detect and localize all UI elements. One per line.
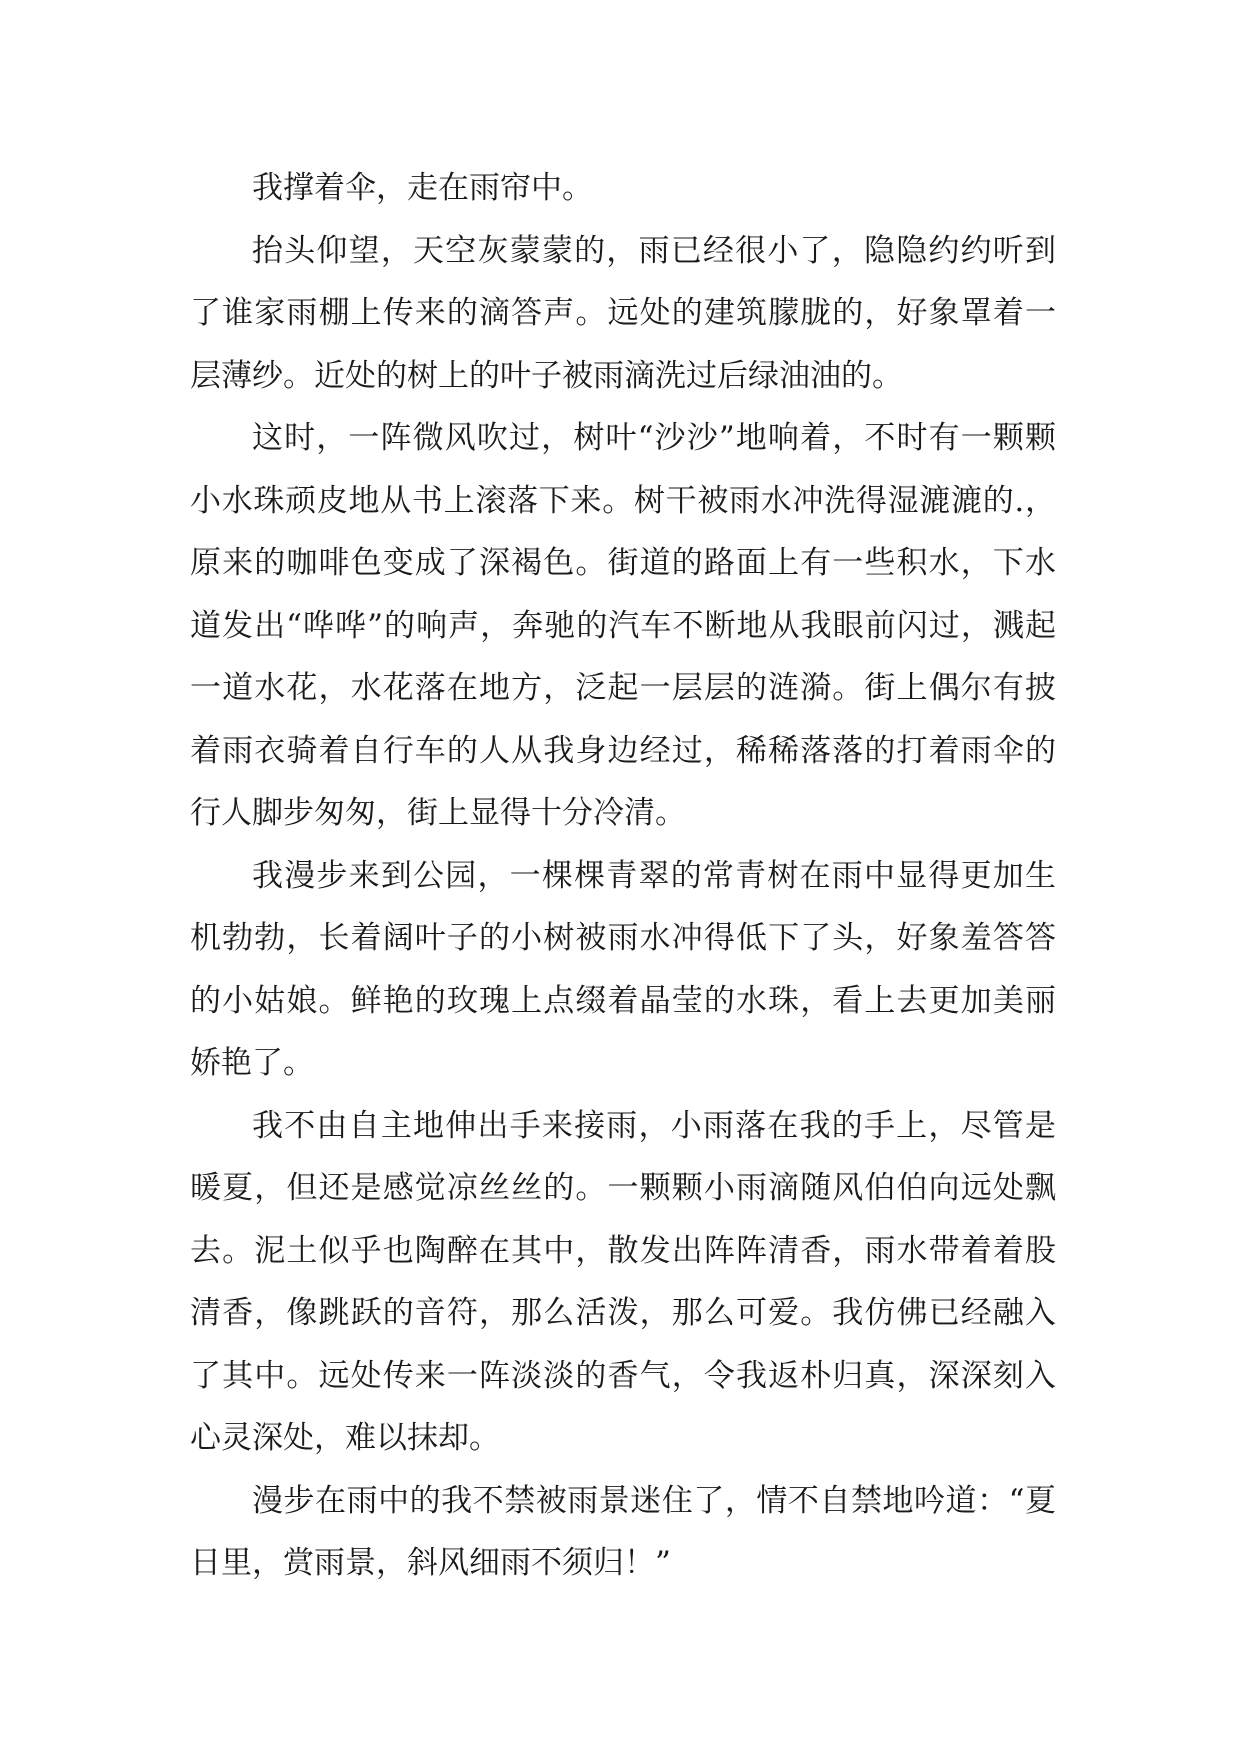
paragraph-2: 抬头仰望，天空灰蒙蒙的，雨已经很小了，隐隐约约听到了谁家雨棚上传来的滴答声。远处的建筑朦胧的，好象罩着一层薄纱。近处的树上的叶子被雨滴洗过后绿油油的。 [190,232,1056,394]
paragraph-6: 漫步在雨中的我不禁被雨景迷住了，情不自禁地吟道：“夏日里，赏雨景，斜风细雨不须归！” [190,1482,1056,1581]
document-page [190,157,1056,1595]
paragraph-4: 我漫步来到公园，一棵棵青翠的常青树在雨中显得更加生机勃勃，长着阔叶子的小树被雨水冲得低下了头，好象羞答答的小姑娘。鲜艳的玫瑰上点缀着晶莹的水珠，看上去更加美丽娇艳了。 [190,857,1056,1081]
paragraph-3: 这时，一阵微风吹过，树叶“沙沙”地响着，不时有一颗颗小水珠顽皮地从书上滚落下来。树干被雨水冲洗得湿漉漉的.，原来的咖啡色变成了深褐色。街道的路面上有一些积水，下水道发出“哗哗”的响声，奔驰的汽车不断地从我眼前闪过，溅起一道水花，水花落在地方，泛起一层层的涟漪。街上偶尔有披着雨衣骑着自行车的人从我身边经过，稀稀落落的打着雨伞的行人脚步匆匆，街上显得十分冷清。 [190,420,1056,831]
paragraph-1: 我撑着伞，走在雨帘中。 [252,170,593,206]
paragraph-5: 我不由自主地伸出手来接雨，小雨落在我的手上，尽管是暖夏，但还是感觉凉丝丝的。一颗颗小雨滴随风伯伯向远处飘去。泥土似乎也陶醉在其中，散发出阵阵清香，雨水带着着股清香，像跳跃的音符，那么活泼，那么可爱。我仿佛已经融入了其中。远处传来一阵淡淡的香气，令我返朴归真，深深刻入心灵深处，难以抹却。 [190,1107,1056,1456]
